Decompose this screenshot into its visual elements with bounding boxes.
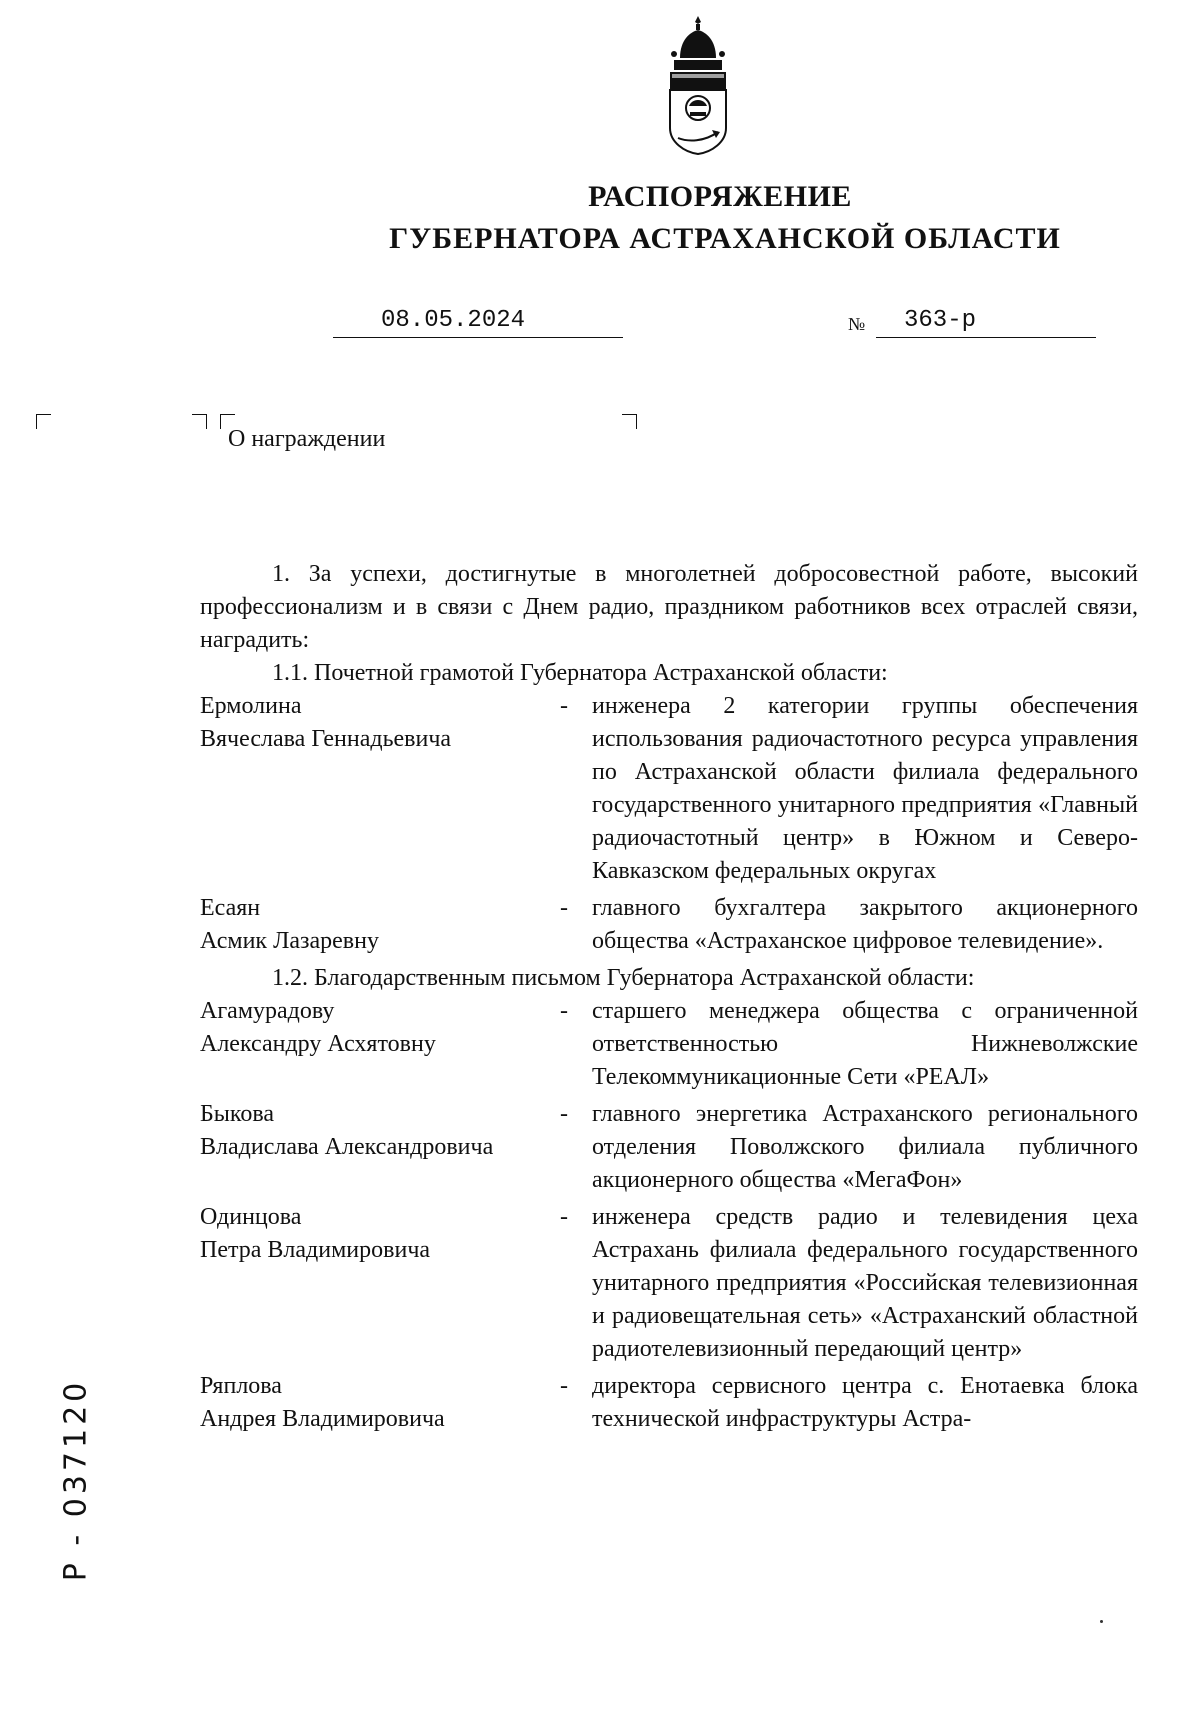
award-entry [200, 1370, 1138, 1436]
section-heading: 1.2. Благодарственным письмом Губернатора Астраханской области: [272, 965, 975, 991]
awardee-surname: Есаян [200, 895, 261, 921]
awardee-name [200, 1201, 560, 1366]
dash: - [560, 1101, 568, 1127]
dash: - [560, 1373, 568, 1399]
dash: - [560, 998, 568, 1024]
awardee-position: инженера средств радио и телевидения цеха Астрахань филиала федерального государственного унитарного предприятия «Российская телевизионная и радиовещательная сеть» «Астраханский областной радиотелевизионный передающий центр» [592, 1204, 1138, 1362]
document-issuer: ГУБЕРНАТОРА АСТРАХАНСКОЙ ОБЛАСТИ [389, 222, 1061, 255]
award-entry [200, 1201, 1138, 1366]
award-entry [200, 892, 1138, 958]
number-label: № [848, 314, 866, 334]
document-number: 363-р [876, 308, 1096, 338]
document-date: 08.05.2024 [333, 308, 623, 338]
awardee-given-names: Вячеслава Геннадьевича [200, 726, 452, 752]
margin-mark-left [36, 414, 51, 429]
award-entry [200, 690, 1138, 888]
dash: - [560, 693, 568, 719]
awardee-name [200, 690, 560, 888]
intro-paragraph: 1. За успехи, достигнутые в многолетней добросовестной работе, высокий профессионализм и в связи с Днем радио, праздником работников всех отраслей связи, наградить: [200, 561, 1138, 653]
awardee-position: старшего менеджера общества с ограниченной ответственностью Нижневолжские Телекоммуникационные Сети «РЕАЛ» [592, 998, 1138, 1090]
awardee-surname: Ермолина [200, 693, 302, 719]
awardee-position: главного энергетика Астраханского регионального отделения Поволжского филиала публичного акционерного общества «МегаФон» [592, 1101, 1138, 1193]
subject-bracket-left-a [192, 414, 207, 429]
document-subject: О награждении [228, 426, 386, 452]
awardee-name [200, 995, 560, 1094]
awardee-given-names: Андрея Владимировича [200, 1406, 445, 1432]
awardee-given-names: Владислава Александровича [200, 1134, 494, 1160]
scan-speck [1100, 1620, 1103, 1623]
awardee-surname: Быкова [200, 1101, 275, 1127]
awardee-position: директора сервисного центра с. Енотаевка блока технической инфраструктуры Астра- [592, 1373, 1138, 1432]
serial-stamp [56, 1360, 96, 1600]
coat-of-arms-emblem [660, 14, 736, 156]
award-entry [200, 1098, 1138, 1197]
document-body [200, 558, 1138, 1440]
awardee-surname: Ряплова [200, 1373, 282, 1399]
document-title: РАСПОРЯЖЕНИЕ [588, 180, 852, 213]
section-heading: 1.1. Почетной грамотой Губернатора Астраханской области: [272, 660, 888, 686]
awardee-surname: Одинцова [200, 1204, 302, 1230]
awardee-surname: Агамурадову [200, 998, 335, 1024]
awardee-position: инженера 2 категории группы обеспечения использования радиочастотного ресурса управления по Астраханской области филиала федерального государственного унитарного предприятия «Главный радиочастотный центр» в Южном и Северо-Кавказском федеральных округах [592, 693, 1138, 884]
award-entry [200, 995, 1138, 1094]
awardee-given-names: Александру Асхятовну [200, 1031, 436, 1057]
awardee-position: главного бухгалтера закрытого акционерного общества «Астраханское цифровое телевидение». [592, 895, 1138, 954]
awardee-name [200, 892, 560, 958]
serial-number: Р - 037120 [58, 1378, 94, 1582]
awardee-given-names: Петра Владимировича [200, 1237, 431, 1263]
dash: - [560, 1204, 568, 1230]
subject-bracket-right [622, 414, 637, 429]
dash: - [560, 895, 568, 921]
awardee-given-names: Асмик Лазаревну [200, 928, 379, 954]
awardee-name [200, 1098, 560, 1197]
awardee-name [200, 1370, 560, 1436]
